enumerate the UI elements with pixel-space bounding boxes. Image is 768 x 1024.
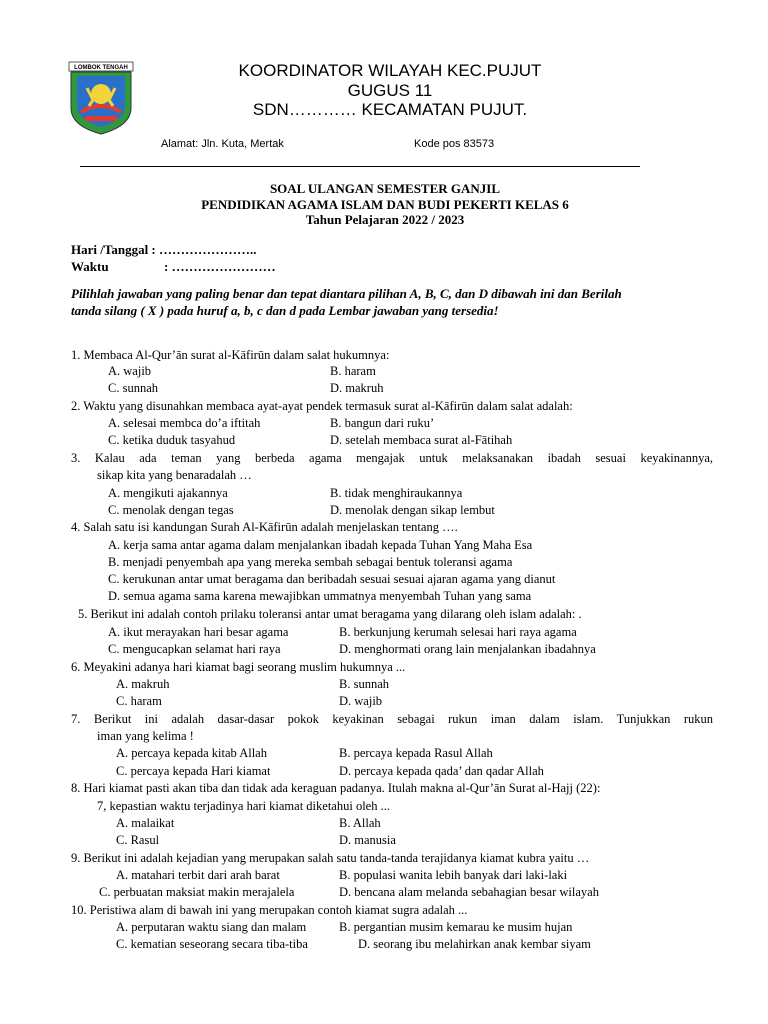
- q7-option-d: D. percaya kepada qada’ dan qadar Allah: [339, 764, 544, 778]
- q3-option-b: B. tidak menghiraukannya: [330, 486, 463, 500]
- question-7: 7. Berikut ini adalah dasar-dasar pokok keyakinan sebagai rukun iman dalam islam. Tunjukkan rukun: [71, 712, 713, 726]
- question-2: 2. Waktu yang disunahkan membaca ayat-ayat pendek termasuk surat al-Kāfirūn dalam salat adalah:: [71, 399, 573, 413]
- question-6: 6. Meyakini adanya hari kiamat bagi seorang muslim hukumnya ...: [71, 660, 406, 674]
- instructions-line-1: Pilihlah jawaban yang paling benar dan tepat diantara pilihan A, B, C, dan D dibawah ini dan Berilah: [71, 286, 622, 301]
- header-divider: [80, 166, 640, 167]
- q5-option-d: D. menghormati orang lain menjalankan ibadahnya: [339, 642, 596, 656]
- q1-option-d: D. makruh: [330, 381, 384, 395]
- q9-option-c: C. perbuatan maksiat makin merajalela: [99, 885, 295, 899]
- postal-code: Kode pos 83573: [414, 138, 495, 150]
- question-8: 8. Hari kiamat pasti akan tiba dan tidak ada keraguan padanya. Itulah makna al-Qur’ān Surat al-Hajj (22):: [71, 781, 601, 795]
- time-field-value: : ……………………: [164, 259, 276, 274]
- q2-option-d: D. setelah membaca surat al-Fātihah: [330, 433, 513, 447]
- q4-option-b: B. menjadi penyembah apa yang mereka sembah sebagai bentuk toleransi agama: [108, 555, 513, 569]
- question-3: 3. Kalau ada teman yang berbeda agama mengajak untuk melaksanakan ibadah sesuai keyakinannya,: [71, 451, 713, 465]
- q2-option-c: C. ketika duduk tasyahud: [108, 433, 236, 447]
- q10-option-d: D. seorang ibu melahirkan anak kembar siyam: [358, 937, 591, 951]
- header-line-1: KOORDINATOR WILAYAH KEC.PUJUT: [238, 61, 542, 80]
- question-8-cont: 7, kepastian waktu terjadinya hari kiamat diketahui oleh ...: [97, 799, 390, 813]
- time-field-label: Waktu: [71, 259, 109, 274]
- q3-option-a: A. mengikuti ajakannya: [108, 486, 228, 500]
- q10-option-b: B. pergantian musim kemarau ke musim hujan: [339, 920, 573, 934]
- q6-option-c: C. haram: [116, 694, 162, 708]
- header-line-3: SDN………… KECAMATAN PUJUT.: [252, 100, 528, 119]
- instructions-line-2: tanda silang ( X ) pada huruf a, b, c dan d pada Lembar jawaban yang tersedia!: [71, 303, 499, 318]
- q8-option-b: B. Allah: [339, 816, 381, 830]
- q7-option-b: B. percaya kepada Rasul Allah: [339, 746, 493, 760]
- question-7-cont: iman yang kelima !: [97, 729, 194, 743]
- question-4: 4. Salah satu isi kandungan Surah Al-Kāfirūn adalah menjelaskan tentang ….: [71, 520, 458, 534]
- q6-option-b: B. sunnah: [339, 677, 389, 691]
- exam-year: Tahun Pelajaran 2022 / 2023: [305, 212, 465, 227]
- q9-option-b: B. populasi wanita lebih banyak dari laki-laki: [339, 868, 568, 882]
- q8-option-a: A. malaikat: [116, 816, 175, 830]
- logo-text: LOMBOK TENGAH: [74, 65, 128, 72]
- q9-option-a: A. matahari terbit dari arah barat: [116, 868, 280, 882]
- school-address: Alamat: Jln. Kuta, Mertak: [161, 138, 284, 150]
- q8-option-d: D. manusia: [339, 833, 396, 847]
- crest-icon: [67, 60, 135, 136]
- q3-option-c: C. menolak dengan tegas: [108, 503, 234, 517]
- regency-logo: [67, 60, 135, 136]
- q2-option-a: A. selesai membca do’a iftitah: [108, 416, 261, 430]
- q10-option-c: C. kematian seseorang secara tiba-tiba: [116, 937, 308, 951]
- q4-option-a: A. kerja sama antar agama dalam menjalankan ibadah kepada Tuhan Yang Maha Esa: [108, 538, 533, 552]
- q10-option-a: A. perputaran waktu siang dan malam: [116, 920, 307, 934]
- q5-option-c: C. mengucapkan selamat hari raya: [108, 642, 281, 656]
- question-10: 10. Peristiwa alam di bawah ini yang merupakan contoh kiamat sugra adalah ...: [71, 903, 468, 917]
- q4-option-d: D. semua agama sama karena mewajibkan ummatnya menyembah Tuhan yang sama: [108, 589, 532, 603]
- q1-option-b: B. haram: [330, 364, 376, 378]
- q6-option-d: D. wajib: [339, 694, 383, 708]
- question-3-cont: sikap kita yang benaradalah …: [97, 468, 252, 482]
- q6-option-a: A. makruh: [116, 677, 170, 691]
- q7-option-c: C. percaya kepada Hari kiamat: [116, 764, 271, 778]
- q1-option-c: C. sunnah: [108, 381, 158, 395]
- exam-subject: PENDIDIKAN AGAMA ISLAM DAN BUDI PEKERTI KELAS 6: [201, 197, 569, 212]
- question-5: 5. Berikut ini adalah contoh prilaku toleransi antar umat beragama yang dilarang oleh islam adalah: .: [78, 607, 582, 621]
- q8-option-c: C. Rasul: [116, 833, 160, 847]
- header-line-2: GUGUS 11: [347, 81, 433, 100]
- q5-option-b: B. berkunjung kerumah selesai hari raya agama: [339, 625, 577, 639]
- question-1: 1. Membaca Al-Qur’ān surat al-Kāfirūn dalam salat hukumnya:: [71, 348, 390, 362]
- q4-option-c: C. kerukunan antar umat beragama dan beribadah sesuai sesuai ajaran agama yang dianut: [108, 572, 556, 586]
- date-field: Hari /Tanggal : …………………..: [71, 242, 257, 257]
- q1-option-a: A. wajib: [108, 364, 152, 378]
- q9-option-d: D. bencana alam melanda sebahagian besar wilayah: [339, 885, 599, 899]
- q3-option-d: D. menolak dengan sikap lembut: [330, 503, 495, 517]
- instructions: [71, 285, 721, 319]
- exam-title: SOAL ULANGAN SEMESTER GANJIL: [269, 181, 501, 196]
- q2-option-b: B. bangun dari ruku’: [330, 416, 435, 430]
- question-9: 9. Berikut ini adalah kejadian yang merupakan salah satu tanda-tanda terajidanya kiamat kubra yaitu …: [71, 851, 590, 865]
- q7-option-a: A. percaya kepada kitab Allah: [116, 746, 267, 760]
- q5-option-a: A. ikut merayakan hari besar agama: [108, 625, 289, 639]
